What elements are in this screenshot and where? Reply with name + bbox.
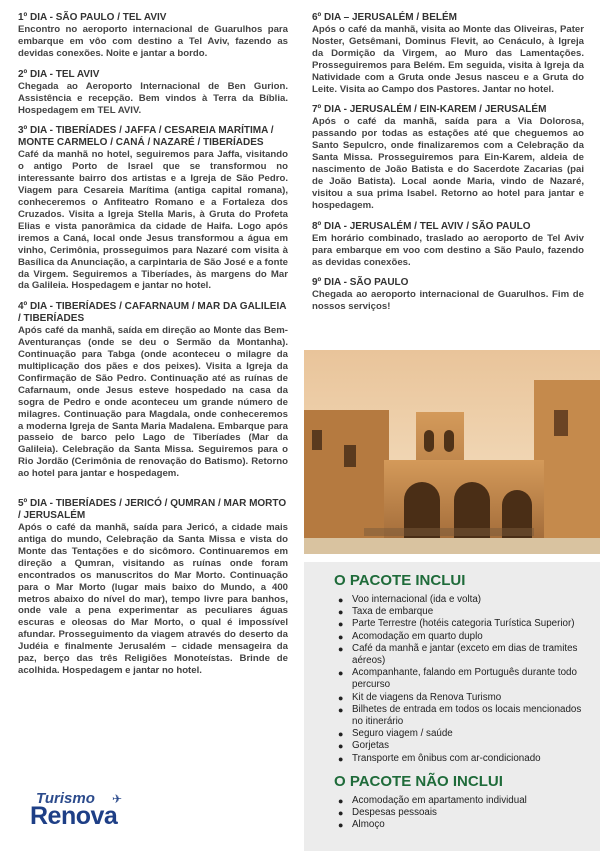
- bullet-icon: ●: [338, 795, 344, 806]
- day-text: Encontro no aeroporto internacional de Guarulhos para embarque em vôo com destino a Tel Aviv, fazendo as devidas conexões. Noite e jantar a bordo.: [18, 24, 288, 59]
- bullet-icon: ●: [338, 820, 344, 831]
- package-panel: [304, 562, 600, 851]
- day-text: Após o café da manhã, saída para a Via Dolorosa, passando por todas as estações até que cheguemos ao Santo Sepulcro, onde finalizaremos com a Celebração da Santa Missa. Prosseguiremos para Ein-Karem, aldeia de nascimento de João Batista e do Sacerdote Zacarias (pai de João Batista). Local aonde Maria, vindo de Nazaré, visitou a sua prima Isabel. Retorno ao hotel para jantar e hospedagem.: [312, 116, 584, 211]
- list-item: ● Almoço: [338, 819, 385, 831]
- list-item: ● Café da manhã e jantar (exceto em dias de tramites aéreos): [338, 642, 578, 667]
- day-title: 9º DIA - SÃO PAULO: [312, 277, 409, 289]
- itinerary-right-column: [312, 12, 584, 322]
- list-item: ● Acomodação em apartamento individual: [338, 794, 527, 806]
- bullet-icon: ●: [338, 607, 344, 618]
- list-item: ● Transporte em ônibus com ar-condicionado: [338, 752, 541, 764]
- day-text: Café da manhã no hotel, seguiremos para Jaffa, visitando o antigo Porto de Israel que se transformou no interessante bairro dos artistas e a Igreja de São Pedro. Viagem para Cesareia Marítima (antiga capital romana), conheceremos o Anfiteatro Romano e a Fortaleza dos Cruzados. Visita a Igreja Stella Maris, à Gruta do Profeta Elias e vista panorâmica da cidade de Haifa. Logo após iremos a Caná, local onde Jesus transformou a água em vinho, Cerimônia, prosseguimos para Nazaré com visita à Basílica da Anunciação, a carpintaria de São José e a fonte da Virgem. Seguiremos a Tiberíades, às margens do Mar da Galileia. Hospedagem e jantar no hotel.: [18, 149, 288, 292]
- bullet-icon: ●: [338, 692, 344, 703]
- logo-top-text: Turismo: [36, 790, 95, 807]
- day-4: [18, 301, 288, 480]
- list-item: ● Taxa de embarque: [338, 606, 434, 618]
- day-title: 2º DIA - TEL AVIV: [18, 68, 100, 80]
- list-item: ● Parte Terrestre (hotéis categoria Turística Superior): [338, 618, 575, 630]
- list-item: ● Kit de viagens da Renova Turismo: [338, 691, 502, 703]
- excludes-list: [334, 795, 600, 832]
- day-text: Em horário combinado, traslado ao aeroporto de Tel Aviv para embarque em voo com destino a São Paulo, fazendo as devidas conexões.: [312, 232, 584, 268]
- day-title: 5º DIA - TIBERÍADES / JERICÓ / QUMRAN / MAR MORTO / JERUSALÉM: [18, 498, 287, 522]
- logo-main-text: Renova: [30, 802, 118, 830]
- day-2: [18, 69, 288, 117]
- bullet-icon: ●: [338, 741, 344, 752]
- excludes-title: O PACOTE NÃO INCLUI: [334, 772, 503, 790]
- bullet-icon: ●: [338, 631, 344, 642]
- bullet-icon: ●: [338, 619, 344, 630]
- list-item: ● Seguro viagem / saúde: [338, 728, 453, 740]
- includes-title: O PACOTE INCLUI: [334, 572, 466, 589]
- plane-icon: ✈: [112, 792, 123, 806]
- bullet-icon: ●: [338, 704, 344, 715]
- day-title: 6º DIA – JERUSALÉM / BELÉM: [312, 12, 457, 23]
- includes-list: [334, 594, 600, 765]
- day-title: 4º DIA - TIBERÍADES / CAFARNAUM / MAR DA GALILEIA / TIBERÍADES: [18, 301, 287, 325]
- day-7: [312, 104, 584, 211]
- day-5: [18, 498, 288, 677]
- day-title: 1º DIA - SÃO PAULO / TEL AVIV: [18, 12, 167, 23]
- church-photo: [304, 350, 600, 554]
- list-item: ● Bilhetes de entrada em todos os locais mencionados no itinerário: [338, 703, 582, 728]
- day-title: 8º DIA - JERUSALÉM / TEL AVIV / SÃO PAULO: [312, 220, 531, 232]
- list-item: ● Gorjetas: [338, 740, 390, 752]
- renova-logo: [14, 790, 134, 838]
- bullet-icon: ●: [338, 595, 344, 605]
- day-title: 3º DIA - TIBERÍADES / JAFFA / CESAREIA MARÍTIMA / MONTE CARMELO / CANÁ / NAZARÉ / TIBERÍADES: [18, 125, 274, 149]
- bullet-icon: ●: [338, 729, 344, 740]
- list-item: ● Acompanhante, falando em Português durante todo percurso: [338, 667, 577, 691]
- day-text: Chegada ao Aeroporto Internacional de Ben Gurion. Assistência e recepção. Bem vindos à Terra da Bíblia. Hospedagem em TEL AVIV.: [18, 80, 288, 116]
- itinerary-left-column: [18, 12, 288, 686]
- day-title: 7º DIA - JERUSALÉM / EIN-KAREM / JERUSALÉM: [312, 104, 547, 116]
- bullet-icon: ●: [338, 808, 344, 819]
- list-item: ● Voo internacional (ida e volta): [338, 594, 482, 605]
- day-text: Após café da manhã, saída em direção ao Monte das Bem-Aventuranças (onde se deu o Sermão da Montanha). Continuação para Tabga (onde aconteceu o milagre da multiplicação dos pães e dos peixes). Visita a Igreja da Confirmação de São Pedro. Continuação até as ruínas de Cafarnaum, onde Jesus esteve hospedado na casa da sogra de Pedro e onde aconteceu um grande número de milagres. Continuação para Magdala, onde conheceremos a moderna Igreja de Santa Maria Madalena. Embarque para passeio de barco pelo Lago de Tiberíades (Mar da Galileia). Celebração da Santa Missa. Seguiremos para o Rio Jordão (Cerimônia de renovação do Batismo). Retorno ao hotel para jantar e hospedagem.: [18, 325, 288, 480]
- day-text: Após o café da manhã, saída para Jericó, a cidade mais antiga do mundo, Celebração da Santa Missa e vista do Monte das Tentações e do sicômoro. Continuaremos em direção a Qumran, visitando as ruínas onde foram encontrados os manuscritos do Mar Morto. Continuação para o Mar Morto (lugar mais baixo do Mundo, a 400 metros abaixo do nível do mar), tempo livre para banhos, onde vale a pena experimentar as peculiares águas escuras e oleosas do Mar Morto, o qual é impossível afundar. Prosseguimento da viagem através do deserto da Judéia e finalmente Jerusalém – cidade mensageira da paz, berço das três Religiões Monoteístas. Brinde de acolhida. Hospedagem e jantar no hotel.: [18, 522, 288, 676]
- bullet-icon: ●: [338, 753, 344, 764]
- day-9: [312, 277, 584, 313]
- bullet-icon: ●: [338, 643, 344, 654]
- day-text: Chegada ao aeroporto internacional de Guarulhos. Fim de nossos serviços!: [312, 289, 584, 313]
- day-text: Após o café da manhã, visita ao Monte das Oliveiras, Pater Noster, Getsêmani, Dominus Flevit, ao Cenáculo, à Igreja da Dormição da Virgem, ao Muro das Lamentações. Prosseguiremos para Belém. Em seguida, visita à Igreja da Natividade com a Gruta onde Jesus nasceu e a Gruta do Leite. Visita ao Campo dos Pastores. Jantar no hotel.: [312, 24, 584, 95]
- day-8: [312, 221, 584, 269]
- bullet-icon: ●: [338, 668, 344, 679]
- day-3: [18, 125, 288, 292]
- list-item: ● Despesas pessoais: [338, 807, 437, 819]
- list-item: ● Acomodação em quarto duplo: [338, 630, 483, 642]
- day-1: [18, 12, 288, 60]
- day-6: [312, 12, 584, 95]
